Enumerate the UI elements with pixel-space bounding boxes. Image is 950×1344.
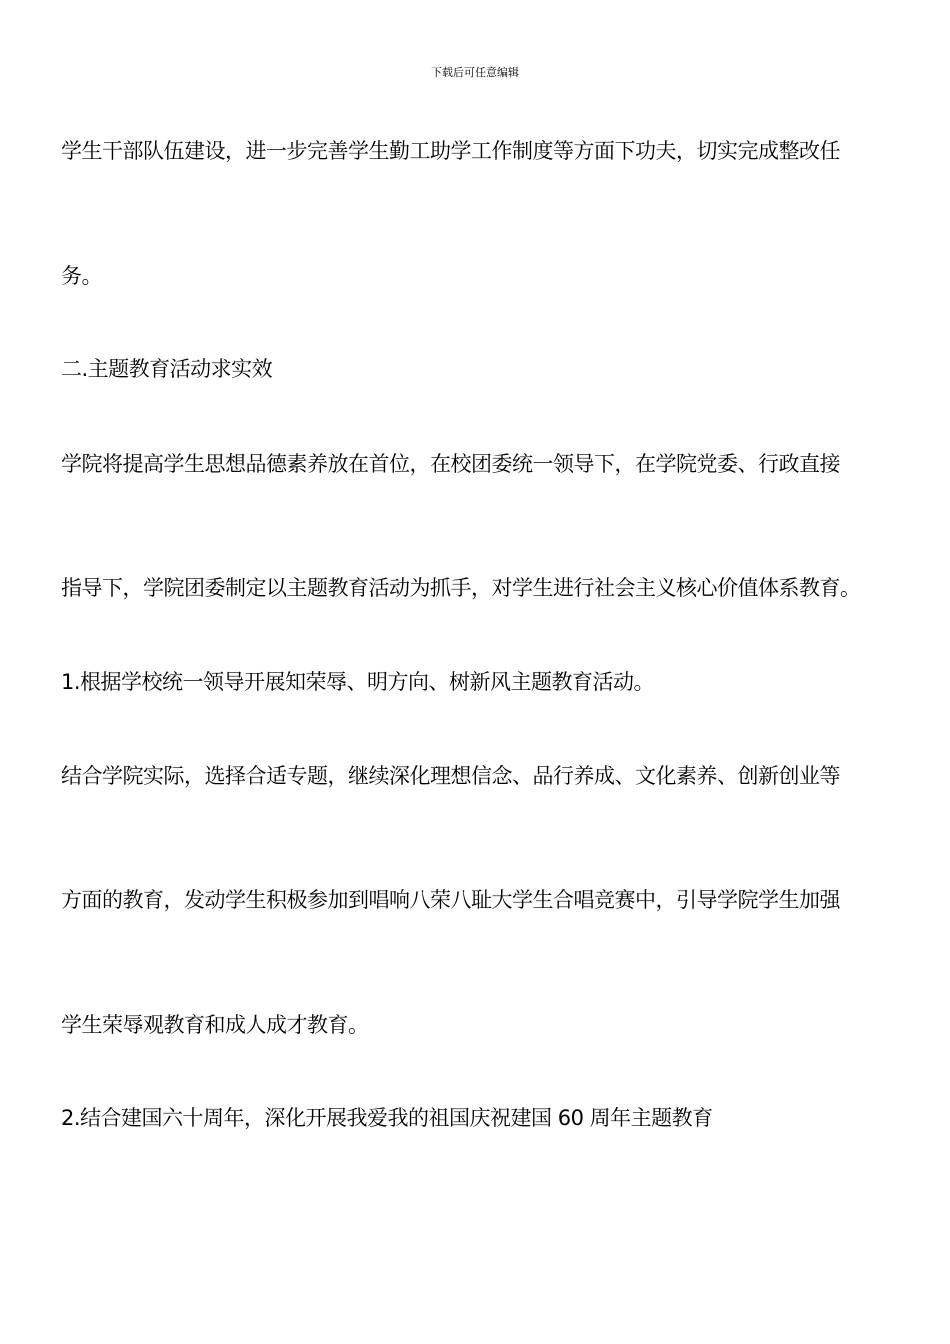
body-line: 学生荣辱观教育和成人成才教育。 [61, 1013, 369, 1037]
body-line: 学生干部队伍建设，进一步完善学生勤工助学工作制度等方面下功夫，切实完成整改任 [61, 139, 840, 163]
header-note: 下载后可任意编辑 [431, 66, 519, 79]
body-line: 指导下，学院团委制定以主题教育活动为抓手，对学生进行社会主义核心价值体系教育。 [61, 576, 861, 600]
body-line: 方面的教育，发动学生积极参加到唱响八荣八耻大学生合唱竞赛中，引导学院学生加强 [61, 888, 840, 912]
body-line: 务。 [61, 264, 102, 288]
body-line: 学院将提高学生思想品德素养放在首位，在校团委统一领导下，在学院党委、行政直接 [61, 452, 840, 476]
body-line: 结合学院实际，选择合适专题，继续深化理想信念、品行养成、文化素养、创新创业等 [61, 764, 840, 788]
list-item: 1.根据学校统一领导开展知荣辱、明方向、树新风主题教育活动。 [61, 670, 655, 694]
list-item: 2.结合建国六十周年，深化开展我爱我的祖国庆祝建国 60 周年主题教育 [61, 1106, 713, 1130]
section-heading: 二.主题教育活动求实效 [61, 357, 273, 381]
